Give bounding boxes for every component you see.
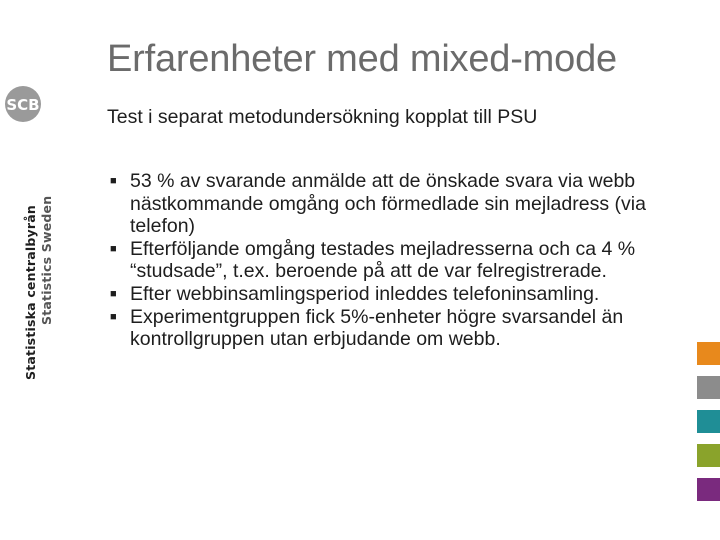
teal-swatch [697, 410, 720, 433]
green-swatch [697, 444, 720, 467]
square-bullet-icon: ■ [110, 175, 117, 187]
bullet-item [110, 283, 690, 306]
square-bullet-icon: ■ [110, 287, 117, 300]
bullet-text: 53 % av svarande anmälde att de önskade svara via webb nästkommande omgång och förmedlade sin mejladress (via telefon) [130, 170, 646, 238]
slide-subtitle: Test i separat metodundersökning kopplat till PSU [107, 106, 538, 128]
square-bullet-icon: ■ [110, 310, 117, 323]
slide-title: Erfarenheter med mixed-mode [107, 38, 617, 80]
purple-swatch [697, 478, 720, 501]
square-bullet-icon: ■ [110, 242, 117, 255]
bullet-text: Efterföljande omgång testades mejladresserna och ca 4 % “studsade”, t.ex. beroende på att de var felregistrerade. [130, 237, 636, 283]
scb-logo-icon [4, 78, 42, 130]
bullet-list [110, 170, 690, 351]
color-swatch-strip [697, 342, 720, 512]
bullet-text: Efter webbinsamlingsperiod inleddes telefoninsamling. [130, 282, 600, 305]
bullet-text: Experimentgruppen fick 5%-enheter högre svarsandel än kontrollgruppen utan erbjudande om webb. [130, 305, 624, 351]
scb-logo-text: SCB [6, 96, 40, 114]
sidebar-organization-name: Statistiska centralbyrån [23, 205, 38, 380]
bullet-item [110, 170, 690, 238]
sidebar-organization-name-english: Statistics Sweden [39, 195, 54, 325]
gray-swatch [697, 376, 720, 399]
bullet-item [110, 238, 690, 283]
orange-swatch [697, 342, 720, 365]
bullet-item [110, 306, 690, 351]
